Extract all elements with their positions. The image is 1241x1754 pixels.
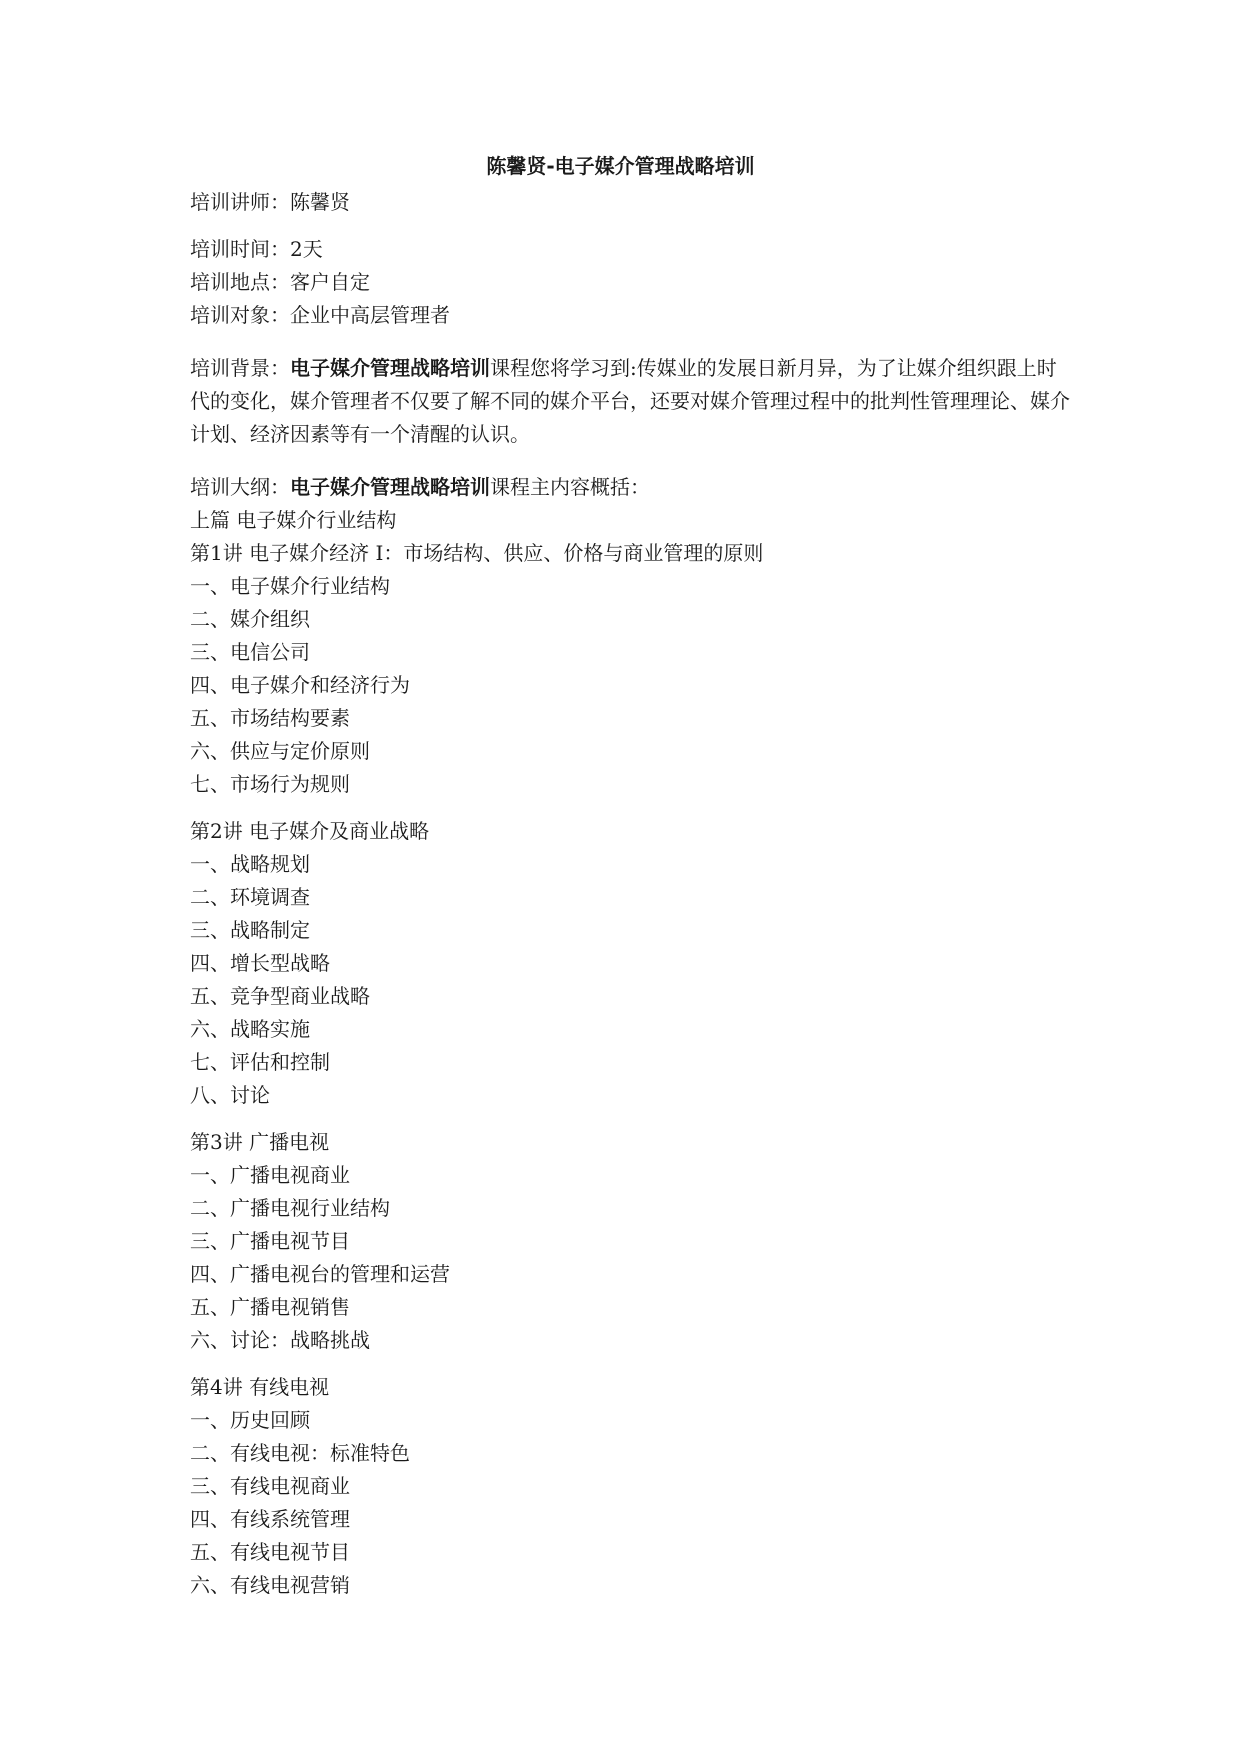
document-body (190, 186, 1070, 1602)
lecture-title: 第1讲 电子媒介经济 I：市场结构、供应、价格与商业管理的原则 (190, 541, 764, 565)
outline-course-name: 电子媒介管理战略培训 (290, 475, 490, 499)
list-item: 六、供应与定价原则 (190, 739, 370, 763)
outline-line (190, 471, 1070, 504)
list-item: 三、广播电视节目 (190, 1229, 350, 1253)
outline-label: 培训大纲： (190, 475, 290, 499)
lecture-section (190, 537, 1070, 801)
list-item: 四、增长型战略 (190, 951, 330, 975)
outline-text: 课程主内容概括： (490, 475, 650, 499)
list-item: 五、广播电视销售 (190, 1295, 350, 1319)
list-item: 八、讨论 (190, 1083, 270, 1107)
lecture-title: 第4讲 有线电视 (190, 1375, 330, 1399)
list-item: 四、电子媒介和经济行为 (190, 673, 410, 697)
list-item: 四、广播电视台的管理和运营 (190, 1262, 450, 1286)
list-item: 一、广播电视商业 (190, 1163, 350, 1187)
list-item: 五、有线电视节目 (190, 1540, 350, 1564)
lecture-section (190, 815, 1070, 1112)
list-item: 三、战略制定 (190, 918, 310, 942)
background-text: 课程您将学习到:传媒业的发展日新月异，为了让媒介组织跟上时代的变化，媒介管理者不仅要了解不同的媒介平台，还要对媒介管理过程中的批判性管理理论、媒介计划、经济因素等有一个清醒的认识。 (190, 356, 1070, 446)
list-item: 六、讨论：战略挑战 (190, 1328, 370, 1352)
list-item: 二、广播电视行业结构 (190, 1196, 390, 1220)
background-course-name: 电子媒介管理战略培训 (290, 356, 490, 380)
audience-line: 培训对象：企业中高层管理者 (190, 303, 450, 327)
list-item: 二、媒介组织 (190, 607, 310, 631)
lecturer-line: 培训讲师：陈馨贤 (190, 190, 350, 214)
list-item: 二、有线电视：标准特色 (190, 1441, 410, 1465)
list-item: 七、评估和控制 (190, 1050, 330, 1074)
list-item: 六、战略实施 (190, 1017, 310, 1041)
lecture-title: 第3讲 广播电视 (190, 1130, 330, 1154)
time-line: 培训时间：2天 (190, 237, 323, 261)
lecture-section (190, 1126, 1070, 1357)
background-paragraph (190, 352, 1070, 451)
list-item: 五、竞争型商业战略 (190, 984, 370, 1008)
list-item: 六、有线电视营销 (190, 1573, 350, 1597)
list-item: 四、有线系统管理 (190, 1507, 350, 1531)
part-heading: 上篇 电子媒介行业结构 (190, 508, 397, 532)
list-item: 五、市场结构要素 (190, 706, 350, 730)
list-item: 三、有线电视商业 (190, 1474, 350, 1498)
list-item: 三、电信公司 (190, 640, 310, 664)
list-item: 一、电子媒介行业结构 (190, 574, 390, 598)
background-label: 培训背景： (190, 356, 290, 380)
list-item: 七、市场行为规则 (190, 772, 350, 796)
list-item: 一、战略规划 (190, 852, 310, 876)
list-item: 二、环境调查 (190, 885, 310, 909)
location-line: 培训地点：客户自定 (190, 270, 370, 294)
lecture-title: 第2讲 电子媒介及商业战略 (190, 819, 430, 843)
document-title: 陈馨贤-电子媒介管理战略培训 (486, 154, 755, 178)
lecture-section (190, 1371, 1070, 1602)
list-item: 一、历史回顾 (190, 1408, 310, 1432)
